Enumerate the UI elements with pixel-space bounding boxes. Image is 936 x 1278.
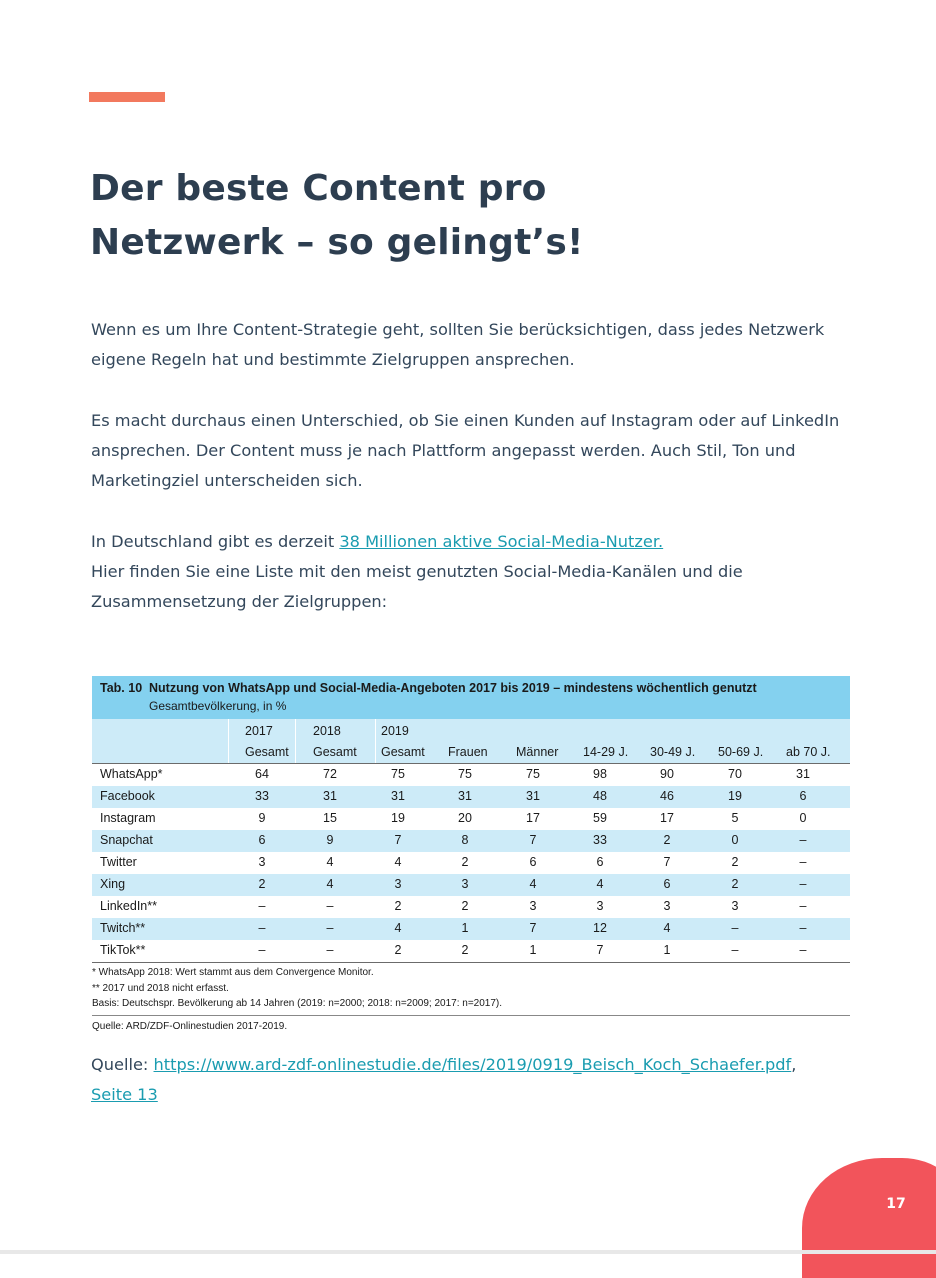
table-cell: 6	[799, 789, 807, 803]
source-citation	[91, 1050, 881, 1110]
table-header	[92, 676, 850, 719]
table-cell: 70	[728, 767, 742, 781]
paragraph-users	[91, 527, 851, 617]
table-cell: –	[799, 855, 807, 869]
table-cell: –	[326, 921, 334, 935]
column-header: Gesamt	[381, 745, 425, 759]
users-stat-link[interactable]: 38 Millionen aktive Social-Media-Nutzer.	[339, 532, 664, 551]
table-cell: 1	[529, 943, 537, 957]
table-cell: 7	[529, 921, 537, 935]
table-cell: 7	[394, 833, 402, 847]
table-cell: 33	[593, 833, 607, 847]
table-cell: 4	[394, 921, 402, 935]
table-cell: 6	[258, 833, 266, 847]
page-edge	[0, 1250, 936, 1254]
table-cell: 2	[731, 855, 739, 869]
column-header: Gesamt	[313, 745, 357, 759]
table-cell: 15	[323, 811, 337, 825]
table-note: ** 2017 und 2018 nicht erfasst.	[92, 982, 229, 994]
table-cell: 3	[731, 899, 739, 913]
table-column-headers	[92, 719, 850, 763]
table-cell: –	[731, 921, 739, 935]
table-subtitle: Gesamtbevölkerung, in %	[149, 699, 287, 713]
table-cell: 75	[458, 767, 472, 781]
table-cell: –	[326, 943, 334, 957]
table-cell: 2	[258, 877, 266, 891]
table-row	[92, 896, 850, 918]
column-header: 30-49 J.	[650, 745, 696, 759]
table-cell: 6	[529, 855, 537, 869]
table-divider	[92, 962, 850, 963]
table-row	[92, 852, 850, 874]
table-note: Basis: Deutschspr. Bevölkerung ab 14 Jahren (2019: n=2000; 2018: n=2009; 2017: n=2017).	[92, 998, 503, 1009]
table-cell: 3	[529, 899, 537, 913]
title-line-2: Netzwerk – so gelingt’s!	[90, 222, 584, 263]
table-row	[92, 918, 850, 940]
table-cell: 2	[394, 899, 402, 913]
table-cell: 9	[258, 811, 266, 825]
paragraph-platforms: Es macht durchaus einen Unterschied, ob Sie einen Kunden auf Instagram oder auf LinkedIn ansprechen. Der Content muss je nach Plattform angepasst werden. Auch Stil, Ton und Marketingziel unterscheiden sich.	[91, 411, 840, 490]
table-cell: 4	[596, 877, 604, 891]
table-cell: 1	[663, 943, 671, 957]
table-cell: 3	[461, 877, 469, 891]
table-cell: 7	[663, 855, 671, 869]
table-divider	[92, 1015, 850, 1016]
year-header: 2018	[313, 724, 341, 738]
table-cell: 31	[526, 789, 540, 803]
table-cell: –	[799, 943, 807, 957]
table-cell: 8	[461, 833, 469, 847]
table-cell: 3	[663, 899, 671, 913]
table-cell: –	[799, 921, 807, 935]
column-separator	[295, 719, 296, 763]
table-cell: 90	[660, 767, 674, 781]
table-cell: 46	[660, 789, 674, 803]
page-badge	[802, 1158, 936, 1278]
table-row	[92, 830, 850, 852]
usage-table	[92, 676, 850, 1034]
table-cell: 9	[326, 833, 334, 847]
row-label: Facebook	[100, 789, 155, 803]
table-cell: 4	[326, 855, 334, 869]
table-cell: 17	[660, 811, 674, 825]
table-row	[92, 808, 850, 830]
row-label: Snapchat	[100, 833, 153, 847]
table-note: * WhatsApp 2018: Wert stammt aus dem Convergence Monitor.	[92, 967, 374, 978]
table-cell: 75	[391, 767, 405, 781]
table-cell: 31	[391, 789, 405, 803]
year-header: 2019	[381, 724, 409, 738]
year-header: 2017	[245, 724, 273, 738]
table-cell: 7	[596, 943, 604, 957]
table-cell: 31	[796, 767, 810, 781]
column-header: Männer	[516, 745, 559, 759]
paragraph-intro: Wenn es um Ihre Content-Strategie geht, sollten Sie berücksichtigen, dass jedes Netzwerk eigene Regeln hat und bestimmte Zielgruppen ansprechen.	[91, 320, 825, 369]
paragraph-users-text: In Deutschland gibt es derzeit	[91, 532, 340, 551]
column-header: Gesamt	[245, 745, 289, 759]
table-cell: 2	[461, 899, 469, 913]
table-cell: –	[258, 921, 266, 935]
table-cell: –	[258, 943, 266, 957]
table-cell: 3	[394, 877, 402, 891]
table-row	[92, 874, 850, 896]
source-page-link[interactable]: Seite 13	[91, 1085, 158, 1104]
column-separator	[375, 719, 376, 763]
table-cell: 31	[323, 789, 337, 803]
column-header: ab 70 J.	[786, 745, 831, 759]
table-cell: 2	[731, 877, 739, 891]
paragraph-list-intro: Hier finden Sie eine Liste mit den meist genutzten Social-Media-Kanälen und die Zusammensetzung der Zielgruppen:	[91, 562, 743, 611]
table-cell: 2	[461, 855, 469, 869]
column-header: 50-69 J.	[718, 745, 764, 759]
table-cell: 4	[394, 855, 402, 869]
table-row	[92, 786, 850, 808]
table-cell: 0	[799, 811, 807, 825]
table-cell: 4	[326, 877, 334, 891]
table-cell: 59	[593, 811, 607, 825]
table-cell: 0	[731, 833, 739, 847]
row-label: WhatsApp*	[100, 767, 163, 781]
title-line-1: Der beste Content pro	[90, 168, 547, 209]
table-cell: 1	[461, 921, 469, 935]
table-cell: 64	[255, 767, 269, 781]
table-cell: 20	[458, 811, 472, 825]
table-title: Nutzung von WhatsApp und Social-Media-Angeboten 2017 bis 2019 – mindestens wöchentlich genutzt	[149, 681, 757, 695]
table-cell: 6	[596, 855, 604, 869]
source-prefix: Quelle:	[91, 1055, 154, 1074]
table-cell: 4	[529, 877, 537, 891]
table-cell: 98	[593, 767, 607, 781]
row-label: LinkedIn**	[100, 899, 157, 913]
table-cell: 12	[593, 921, 607, 935]
row-label: TikTok**	[100, 943, 146, 957]
table-body	[92, 764, 850, 962]
table-cell: 75	[526, 767, 540, 781]
table-row	[92, 940, 850, 962]
page-title	[90, 162, 710, 270]
row-label: Xing	[100, 877, 126, 891]
table-cell: 2	[461, 943, 469, 957]
table-cell: 7	[529, 833, 537, 847]
table-cell: 31	[458, 789, 472, 803]
table-cell: –	[799, 899, 807, 913]
table-row	[92, 764, 850, 786]
table-cell: 3	[596, 899, 604, 913]
table-cell: 3	[258, 855, 266, 869]
accent-bar	[89, 92, 165, 102]
table-cell: 48	[593, 789, 607, 803]
table-source: Quelle: ARD/ZDF-Onlinestudien 2017-2019.	[92, 1020, 288, 1032]
table-cell: 2	[394, 943, 402, 957]
table-cell: 19	[728, 789, 742, 803]
table-cell: –	[731, 943, 739, 957]
table-cell: 19	[391, 811, 405, 825]
table-cell: –	[326, 899, 334, 913]
page-number: 17	[886, 1196, 906, 1212]
table-cell: 17	[526, 811, 540, 825]
table-cell: 4	[663, 921, 671, 935]
table-cell: 6	[663, 877, 671, 891]
table-number: Tab. 10	[100, 681, 143, 695]
table-cell: –	[799, 833, 807, 847]
table-cell: 2	[663, 833, 671, 847]
source-url-link[interactable]: https://www.ard-zdf-onlinestudie.de/files/2019/0919_Beisch_Koch_Schaefer.pdf	[153, 1055, 792, 1074]
table-cell: –	[258, 899, 266, 913]
table-cell: –	[799, 877, 807, 891]
table-cell: 72	[323, 767, 337, 781]
table-cell: 33	[255, 789, 269, 803]
row-label: Twitch**	[100, 921, 146, 935]
source-suffix: ,	[791, 1055, 797, 1074]
row-label: Instagram	[100, 811, 156, 825]
table-notes	[92, 965, 850, 1034]
row-label: Twitter	[100, 855, 137, 869]
column-header: Frauen	[448, 745, 488, 759]
table-cell: 5	[731, 811, 739, 825]
column-header: 14-29 J.	[583, 745, 629, 759]
column-separator	[228, 719, 229, 763]
